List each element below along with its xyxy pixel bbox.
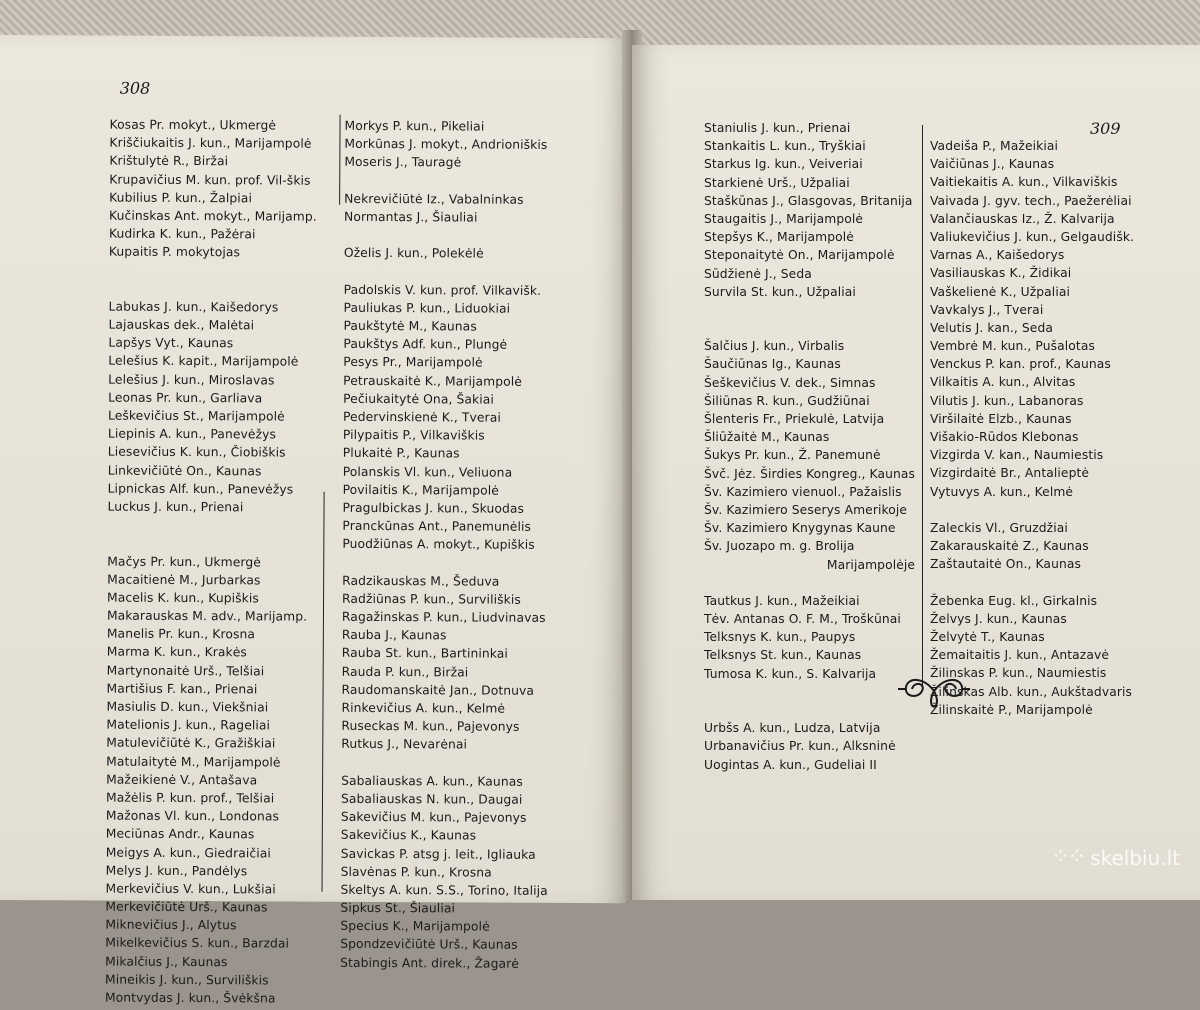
- directory-entry: Linkevičiūtė On., Kaunas: [107, 463, 262, 478]
- watermark-dots-icon: ⁘⁘: [1051, 845, 1085, 870]
- directory-entry: Telksnys St. kun., Kaunas: [704, 648, 862, 663]
- directory-entry: Želvytė T., Kaunas: [930, 630, 1045, 645]
- directory-entry: Mineikis J. kun., Surviliškis: [105, 972, 269, 988]
- right-page-column-2: [930, 137, 1134, 719]
- directory-entry: Žebenka Eug. kl., Girkalnis: [930, 593, 1098, 608]
- directory-entry: Ruseckas M. kun., Pajevonys: [341, 718, 520, 734]
- directory-entry: Mačys Pr. kun., Ukmergė: [107, 554, 261, 569]
- directory-entry: Padolskis V. kun. prof. Vilkavišk.: [343, 282, 542, 298]
- directory-entry: Meciūnas Andr., Kaunas: [105, 826, 255, 842]
- directory-entry: Vasiliauskas K., Židikai: [930, 266, 1072, 281]
- directory-entry: Staugaitis J., Marijampolė: [704, 211, 864, 226]
- left-page: [0, 35, 630, 1006]
- directory-entry: Vizgirda V. kan., Naumiestis: [930, 448, 1104, 463]
- directory-entry: Paukštys Adf. kun., Plungė: [343, 337, 508, 352]
- directory-entry: Vadeiša P., Mažeikiai: [930, 139, 1059, 153]
- directory-entry: Venckus P. kan. prof., Kaunas: [930, 357, 1111, 372]
- directory-entry: Tautkus J. kun., Mažeikiai: [704, 593, 860, 608]
- directory-entry: Šiliūnas R. kun., Gudžiūnai: [704, 393, 870, 408]
- directory-entry: Pranckūnas Ant., Panemunėlis: [342, 518, 532, 534]
- directory-entry: Liesevičius K. kun., Čiobiškis: [107, 444, 286, 460]
- directory-entry: Švč. Jėz. Širdies Kongreg., Kaunas: [704, 466, 916, 481]
- directory-entry: Vaškelienė K., Užpaliai: [930, 284, 1070, 299]
- directory-entry: Raudomanskaitė Jan., Dotnuva: [341, 682, 535, 698]
- directory-entry: Žemaitaitis J. kun., Antazavė: [930, 648, 1110, 663]
- directory-entry: Staškūnas J., Glasgovas, Britanija: [704, 193, 913, 208]
- directory-entry: Kriščiukaitis J. kun., Marijampolė: [109, 135, 312, 151]
- directory-entry: Žilinskaitė P., Marijampolė: [930, 702, 1093, 717]
- directory-entry: Makarauskas M. adv., Marijamp.: [106, 608, 308, 624]
- directory-entry: Melys J. kun., Pandėlys: [105, 863, 248, 878]
- directory-entry: Vaitiekaitis A. kun., Vilkaviškis: [930, 175, 1118, 190]
- entry-spacer: [344, 171, 551, 190]
- directory-entry: Macelis K. kun., Kupiškis: [107, 590, 259, 606]
- directory-entry: Viršilaitė Elzb., Kaunas: [930, 411, 1072, 426]
- directory-entry: Žilinskas P. kun., Naumiestis: [930, 666, 1107, 681]
- entry-spacer: [107, 516, 315, 535]
- entry-spacer: [930, 574, 1134, 592]
- directory-entry: Šliūžaitė M., Kaunas: [704, 430, 830, 445]
- directory-entry: Paukštytė M., Kaunas: [343, 318, 477, 334]
- directory-entry: Marijampolėje: [826, 557, 916, 572]
- directory-entry: Macaitienė M., Jurbarkas: [107, 572, 261, 588]
- directory-entry: Rutkus J., Nevarėnai: [341, 737, 468, 752]
- directory-entry: Želvys J. kun., Kaunas: [930, 611, 1067, 626]
- directory-entry: Mažeikienė V., Antašava: [106, 772, 258, 788]
- directory-entry: Šalčius J. kun., Virbalis: [704, 339, 845, 354]
- directory-entry: Staniulis J. kun., Prienai: [704, 121, 851, 135]
- directory-entry: Mažėlis P. kun. prof., Telšiai: [105, 790, 275, 806]
- entry-spacer: [342, 553, 549, 572]
- directory-entry: Kupaitis P. mokytojas: [108, 244, 241, 260]
- directory-entry: Pedervinskienė K., Tverai: [342, 409, 501, 425]
- directory-entry: Rauda P. kun., Biržai: [341, 664, 469, 680]
- directory-entry: Leonas Pr. kun., Garliava: [108, 390, 263, 406]
- directory-entry: Montvydas J. kun., Švėkšna: [104, 990, 276, 1006]
- directory-entry: Radžiūnas P. kun., Surviliškis: [342, 591, 521, 607]
- directory-entry: Krupavičius M. kun. prof. Vil-škis: [109, 172, 311, 188]
- directory-entry: Stepšys K., Marijampolė: [704, 230, 854, 245]
- directory-entry: Lelešius K. kapit., Marijampolė: [108, 354, 299, 370]
- directory-entry: Sakevičius K., Kaunas: [340, 828, 477, 843]
- directory-entry: Matulaitytė M., Marijampolė: [106, 754, 281, 770]
- directory-entry: Specius K., Marijampolė: [340, 919, 490, 934]
- right-page-column-1: [704, 119, 915, 774]
- directory-entry: Šeškevičius V. dek., Simnas: [704, 375, 876, 390]
- entry-spacer: [704, 319, 915, 337]
- directory-entry: Telksnys K. kun., Paupys: [704, 630, 856, 645]
- directory-entry: Steponaitytė On., Marijampolė: [704, 248, 895, 263]
- directory-entry: Vilutis J. kun., Labanoras: [930, 393, 1084, 408]
- directory-entry: Morkūnas J. mokyt., Andrioniškis: [344, 136, 548, 153]
- directory-entry: Merkevičiūtė Urš., Kaunas: [105, 899, 268, 915]
- directory-entry: Puodžiūnas A. mokyt., Kupiškis: [342, 537, 535, 553]
- directory-entry: Survila St. kun., Užpaliai: [704, 284, 856, 299]
- directory-entry: Vaičiūnas J., Kaunas: [930, 157, 1055, 172]
- directory-entry: Martynonaitė Urš., Telšiai: [106, 663, 265, 679]
- directory-entry: Šv. Kazimiero Knygynas Kaune: [704, 521, 896, 536]
- entry-spacer: [344, 226, 551, 245]
- directory-entry: Uogintas A. kun., Gudeliai II: [704, 757, 877, 772]
- directory-entry: Masiulis D. kun., Viekšniai: [106, 699, 269, 715]
- directory-entry: Valančiauskas Iz., Ž. Kalvarija: [930, 211, 1115, 226]
- column-rule: [922, 125, 923, 685]
- directory-entry: Merkevičius V. kun., Lukšiai: [105, 881, 276, 897]
- directory-entry: Petrauskaitė K., Marijampolė: [343, 373, 522, 389]
- entry-spacer: [109, 279, 317, 298]
- directory-entry: Velutis J. kan., Seda: [930, 320, 1054, 335]
- directory-entry: Sakevičius M. kun., Pajevonys: [340, 809, 527, 825]
- directory-entry: Kučinskas Ant. mokyt., Marijamp.: [109, 208, 317, 224]
- entry-spacer: [704, 301, 915, 319]
- directory-entry: Rauba St. kun., Bartininkai: [341, 646, 508, 662]
- directory-entry: Radzikauskas M., Šeduva: [342, 573, 500, 589]
- directory-entry: Morkys P. kun., Pikeliai: [344, 118, 485, 134]
- directory-entry: Tumosa K. kun., S. Kalvarija: [704, 666, 877, 681]
- directory-entry: Krištulytė R., Biržai: [109, 153, 229, 169]
- directory-entry: Rauba J., Kaunas: [341, 628, 447, 643]
- directory-entry: Šv. Kazimiero Seserys Amerikoje: [704, 502, 908, 517]
- directory-entry: Valiukevičius J. kun., Gelgaudišk.: [930, 229, 1135, 244]
- directory-entry: Vaivada J. gyv. tech., Paežerėliai: [930, 193, 1132, 208]
- directory-entry: Vembrė M. kun., Pušalotas: [930, 339, 1095, 354]
- entry-spacer: [704, 683, 915, 701]
- directory-entry: Zakarauskaitė Z., Kaunas: [930, 539, 1089, 554]
- directory-entry: Starkienė Urš., Užpaliai: [704, 175, 850, 190]
- directory-entry: Šv. Kazimiero vienuol., Pažaislis: [704, 484, 902, 499]
- directory-entry: Pauliukas P. kun., Liduokiai: [343, 300, 511, 316]
- directory-entry: Lajauskas dek., Malėtai: [108, 317, 255, 333]
- directory-entry: Sabaliauskas A. kun., Kaunas: [341, 773, 523, 789]
- directory-entry: Pragulbickas J. kun., Skuodas: [342, 500, 525, 516]
- directory-entry: Manelis Pr. kun., Krosna: [106, 626, 256, 642]
- entry-spacer: [704, 701, 915, 719]
- directory-entry: Šlenteris Fr., Priekulė, Latvija: [704, 412, 885, 426]
- directory-entry: Vizgirdaitė Br., Antalieptė: [930, 466, 1090, 481]
- directory-entry: Pečiukaitytė Ona, Šakiai: [343, 391, 494, 407]
- directory-entry: Urbšs A. kun., Ludza, Latvija: [704, 721, 881, 736]
- directory-entry: Leškevičius St., Marijampolė: [107, 408, 285, 424]
- directory-entry: Lipnickas Alf. kun., Panevėžys: [107, 481, 294, 497]
- directory-entry: Tėv. Antanas O. F. M., Troškūnai: [704, 612, 901, 627]
- entry-spacer: [704, 574, 915, 592]
- left-page-column-1: [105, 116, 317, 1008]
- directory-entry: Vilkaitis A. kun., Alvitas: [930, 375, 1076, 390]
- directory-entry: Vytuvys A. kun., Kelmė: [930, 484, 1074, 499]
- directory-entry: Nekrevičiūtė Iz., Vabalninkas: [344, 191, 524, 207]
- entry-spacer: [344, 262, 551, 281]
- left-page-number: 308: [119, 78, 151, 98]
- directory-entry: Sūdžienė J., Seda: [704, 266, 812, 281]
- directory-entry: Miknevičius J., Alytus: [105, 917, 237, 933]
- directory-entry: Višakio-Rūdos Klebonas: [930, 430, 1079, 444]
- watermark: [1051, 845, 1180, 870]
- directory-entry: Spondzevičiūtė Urš., Kaunas: [340, 937, 518, 953]
- directory-entry: Stabingis Ant. direk., Žagarė: [340, 955, 519, 971]
- directory-entry: Mikelkevičius S. kun., Barzdai: [105, 936, 290, 951]
- directory-entry: Kudirka K. kun., Pažėrai: [108, 226, 256, 242]
- directory-entry: Mikalčius J., Kaunas: [105, 954, 228, 969]
- directory-entry: Zaštautaitė On., Kaunas: [930, 557, 1081, 572]
- directory-entry: Pilypaitis P., Vilkaviškis: [342, 427, 485, 443]
- directory-entry: Luckus J. kun., Prienai: [107, 499, 244, 515]
- directory-entry: Matulevičiūtė K., Gražiškiai: [106, 735, 276, 751]
- directory-entry: Povilaitis K., Marijampolė: [342, 482, 500, 498]
- ornament-flourish-icon: [894, 673, 974, 709]
- entry-spacer: [341, 753, 548, 772]
- directory-entry: Žilinskas Alb. kun., Aukštadvaris: [930, 684, 1133, 699]
- entry-spacer: [107, 534, 315, 553]
- right-page: [632, 45, 1200, 900]
- directory-entry: Šukys Pr. kun., Ž. Panemunė: [704, 448, 881, 463]
- directory-entry: Lelešius J. kun., Miroslavas: [108, 372, 275, 388]
- directory-entry: Sabaliauskas N. kun., Daugai: [340, 791, 523, 807]
- directory-entry: Matelionis J. kun., Rageliai: [106, 717, 271, 733]
- directory-entry: Liepinis A. kun., Panevėžys: [107, 426, 277, 442]
- directory-entry: Moseris J., Tauragė: [344, 155, 462, 170]
- directory-entry: Oželis J. kun., Polekėlė: [343, 246, 484, 261]
- directory-entry: Pesys Pr., Marijampolė: [343, 355, 483, 370]
- left-page-column-2: [340, 117, 552, 973]
- entry-spacer: [109, 261, 317, 280]
- directory-entry: Normantas J., Šiauliai: [344, 209, 478, 225]
- directory-entry: Labukas J. kun., Kaišedorys: [108, 299, 279, 315]
- directory-entry: Starkus Ig. kun., Veiveriai: [704, 157, 863, 172]
- directory-entry: Savickas P. atsg j. leit., Igliauka: [340, 846, 536, 862]
- column-rule: [339, 115, 340, 205]
- directory-entry: Vavkalys J., Tverai: [930, 302, 1044, 317]
- directory-entry: Varnas A., Kaišedorys: [930, 248, 1065, 263]
- directory-entry: Rinkevičius A. kun., Kelmė: [341, 700, 506, 716]
- directory-entry: Šaučiūnas Ig., Kaunas: [704, 357, 841, 372]
- directory-entry: Ragažinskas P. kun., Liudvinavas: [341, 609, 546, 625]
- directory-entry: Polanskis Vl. kun., Veliuona: [342, 464, 513, 480]
- directory-entry: Meigys A. kun., Giedraičiai: [105, 845, 271, 860]
- column-rule: [322, 492, 325, 892]
- directory-entry: Kosas Pr. mokyt., Ukmergė: [109, 117, 277, 133]
- directory-entry: Slavėnas P. kun., Krosna: [340, 864, 492, 880]
- directory-entry: Lapšys Vyt., Kaunas: [108, 335, 234, 351]
- directory-entry: Šv. Juozapo m. g. Brolija: [704, 539, 855, 554]
- right-page-number: 309: [1090, 119, 1121, 138]
- directory-entry: Kubilius P. kun., Žalpiai: [109, 190, 253, 206]
- directory-entry: Sipkus St., Šiauliai: [340, 900, 456, 916]
- watermark-text: skelbiu.lt: [1090, 845, 1180, 870]
- directory-entry: Stankaitis L. kun., Tryškiai: [704, 139, 866, 154]
- directory-entry: Skeltys A. kun. S.S., Torino, Italija: [340, 882, 548, 898]
- directory-entry: Martišius F. kan., Prienai: [106, 681, 258, 697]
- directory-entry: Urbanavičius Pr. kun., Alksninė: [704, 739, 896, 754]
- directory-entry: Plukaitė P., Kaunas: [342, 446, 460, 461]
- directory-entry: Mažonas Vl. kun., Londonas: [105, 808, 280, 824]
- entry-spacer: [930, 501, 1134, 519]
- directory-entry: Marma K. kun., Krakės: [106, 645, 248, 660]
- directory-entry: Zaleckis Vl., Gruzdžiai: [930, 520, 1068, 535]
